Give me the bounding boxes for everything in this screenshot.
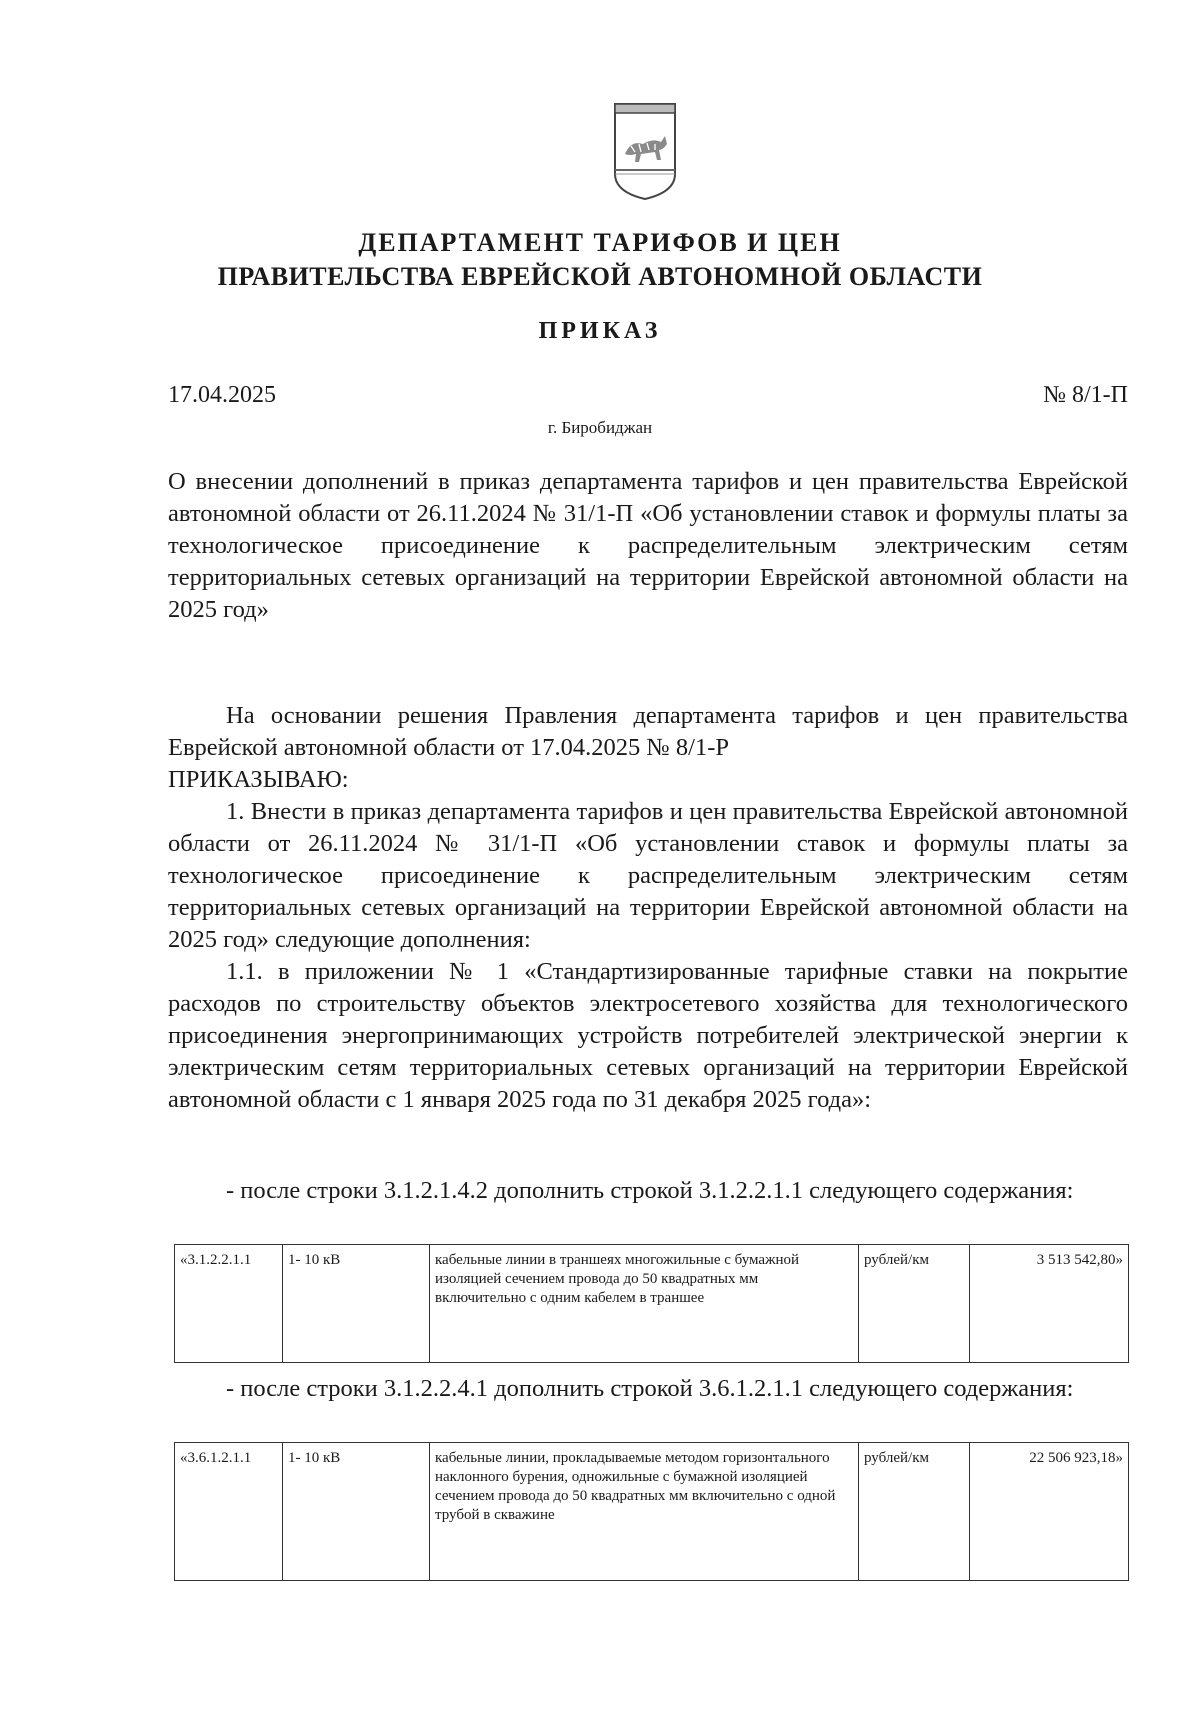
table-row [175,1245,1129,1363]
order-city: г. Биробиджан [547,418,653,437]
document-type: ПРИКАЗ [538,318,662,344]
insert-table [174,1244,1129,1363]
order-body [168,700,1128,1116]
row-voltage: 1- 10 кВ [283,1245,430,1363]
item-1: 1. Внести в приказ департамента тарифов и цен правительства Еврейской автономной области от 26.11.2024 № 31/1-П «Об установлении ставок и формулы платы за технологическое присоединение к распределительным электрическим сетям территориальных сетевых организаций на территории Еврейской автономной области на 2025 год» следующие дополнения: [168,798,1128,953]
insert-intro: - после строки 3.1.2.1.4.2 дополнить строкой 3.1.2.2.1.1 следующего содержания: [226,1177,1074,1204]
row-unit: рублей/км [859,1245,970,1363]
item-1-1: 1.1. в приложении № 1 «Стандартизированные тарифные ставки на покрытие расходов по строительству объектов электросетевого хозяйства для технологического присоединения энергопринимающих устройств потребителей электрической энергии к электрическим сетям территориальных сетевых организаций на территории Еврейской автономной области с 1 января 2025 года по 31 декабря 2025 года»: [168,958,1128,1113]
order-word: ПРИКАЗЫВАЮ: [168,766,349,793]
row-code: «3.1.2.2.1.1 [175,1245,283,1363]
department-name-line2: ПРАВИТЕЛЬСТВА ЕВРЕЙСКОЙ АВТОНОМНОЙ ОБЛАСТИ [217,262,983,291]
insert-intro: - после строки 3.1.2.2.4.1 дополнить строкой 3.6.1.2.1.1 следующего содержания: [226,1375,1074,1402]
row-value: 22 506 923,18» [970,1443,1129,1581]
row-value: 3 513 542,80» [970,1245,1129,1363]
row-description: кабельные линии, прокладываемые методом горизонтального наклонного бурения, одножильные с бумажной изоляцией сечением провода до 50 квадратных мм включительно с одной трубой в скважине [430,1443,859,1581]
department-name-line1: ДЕПАРТАМЕНТ ТАРИФОВ И ЦЕН [358,228,842,257]
preamble: На основании решения Правления департамента тарифов и цен правительства Еврейской автономной области от 17.04.2025 № 8/1-Р [168,702,1128,761]
order-date: 17.04.2025 [168,382,276,408]
row-description: кабельные линии в траншеях многожильные с бумажной изоляцией сечением провода до 50 квадратных мм включительно с одним кабелем в траншее [430,1245,859,1363]
insert-table [174,1442,1129,1581]
coat-of-arms-icon [611,100,679,202]
order-subject: О внесении дополнений в приказ департамента тарифов и цен правительства Еврейской автономной области от 26.11.2024 № 31/1-П «Об установлении ставок и формулы платы за технологическое присоединение к распределительным электрическим сетям территориальных сетевых организаций на территории Еврейской автономной области на 2025 год» [168,468,1128,623]
row-voltage: 1- 10 кВ [283,1443,430,1581]
row-code: «3.6.1.2.1.1 [175,1443,283,1581]
table-row [175,1443,1129,1581]
order-number: № 8/1-П [1043,382,1128,408]
row-unit: рублей/км [859,1443,970,1581]
